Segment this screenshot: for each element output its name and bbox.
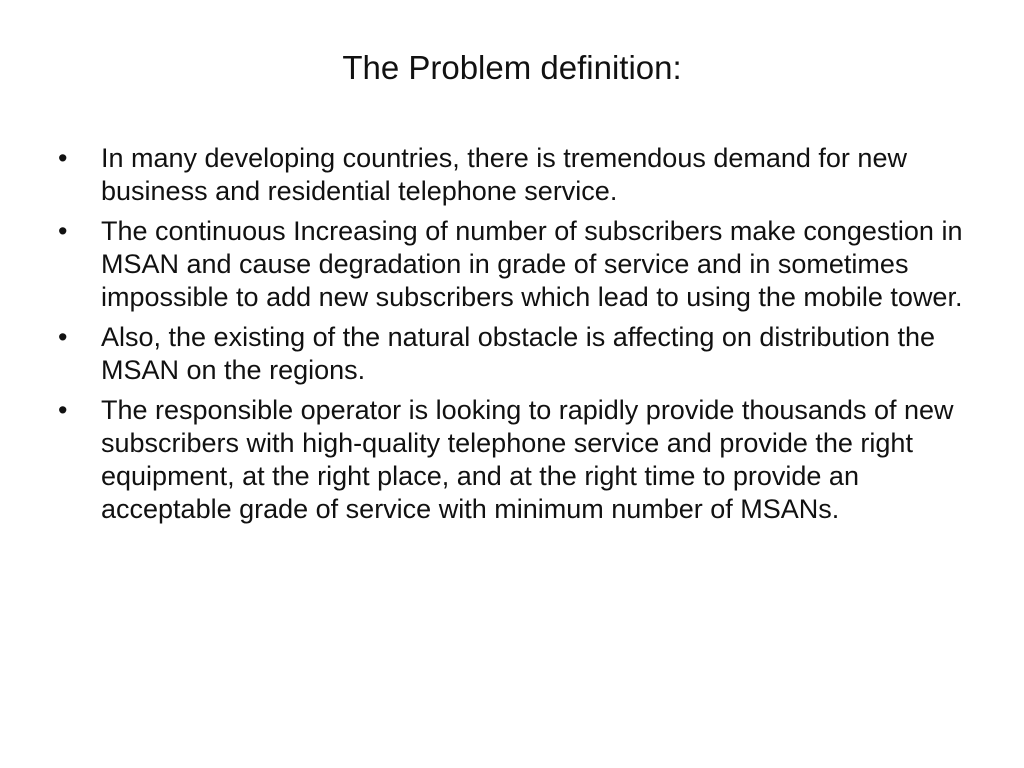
bullet-item-3 bbox=[58, 321, 978, 387]
bullet-icon: • bbox=[58, 322, 68, 352]
bullet-item-2 bbox=[58, 215, 978, 314]
bullet-icon: • bbox=[58, 143, 68, 173]
bullet-item-4 bbox=[58, 394, 978, 526]
bullet-icon: • bbox=[58, 216, 68, 246]
slide-title: The Problem definition: bbox=[342, 49, 682, 86]
bullet-item-1 bbox=[58, 142, 978, 208]
bullet-text: The continuous Increasing of number of subscribers make congestion in MSAN and cause degradation in grade of service and in sometimes impossible to add new subscribers which lead to using the mobile tower. bbox=[101, 216, 963, 312]
bullet-text: Also, the existing of the natural obstacle is affecting on distribution the MSAN on the regions. bbox=[101, 322, 936, 385]
bullet-icon: • bbox=[58, 395, 68, 425]
bullet-list bbox=[58, 142, 978, 533]
bullet-text: The responsible operator is looking to rapidly provide thousands of new subscribers with high-quality telephone service and provide the right equipment, at the right place, and at the right time to provide an acceptable grade of service with minimum number of MSANs. bbox=[101, 395, 954, 524]
bullet-text: In many developing countries, there is tremendous demand for new business and residential telephone service. bbox=[101, 143, 907, 206]
